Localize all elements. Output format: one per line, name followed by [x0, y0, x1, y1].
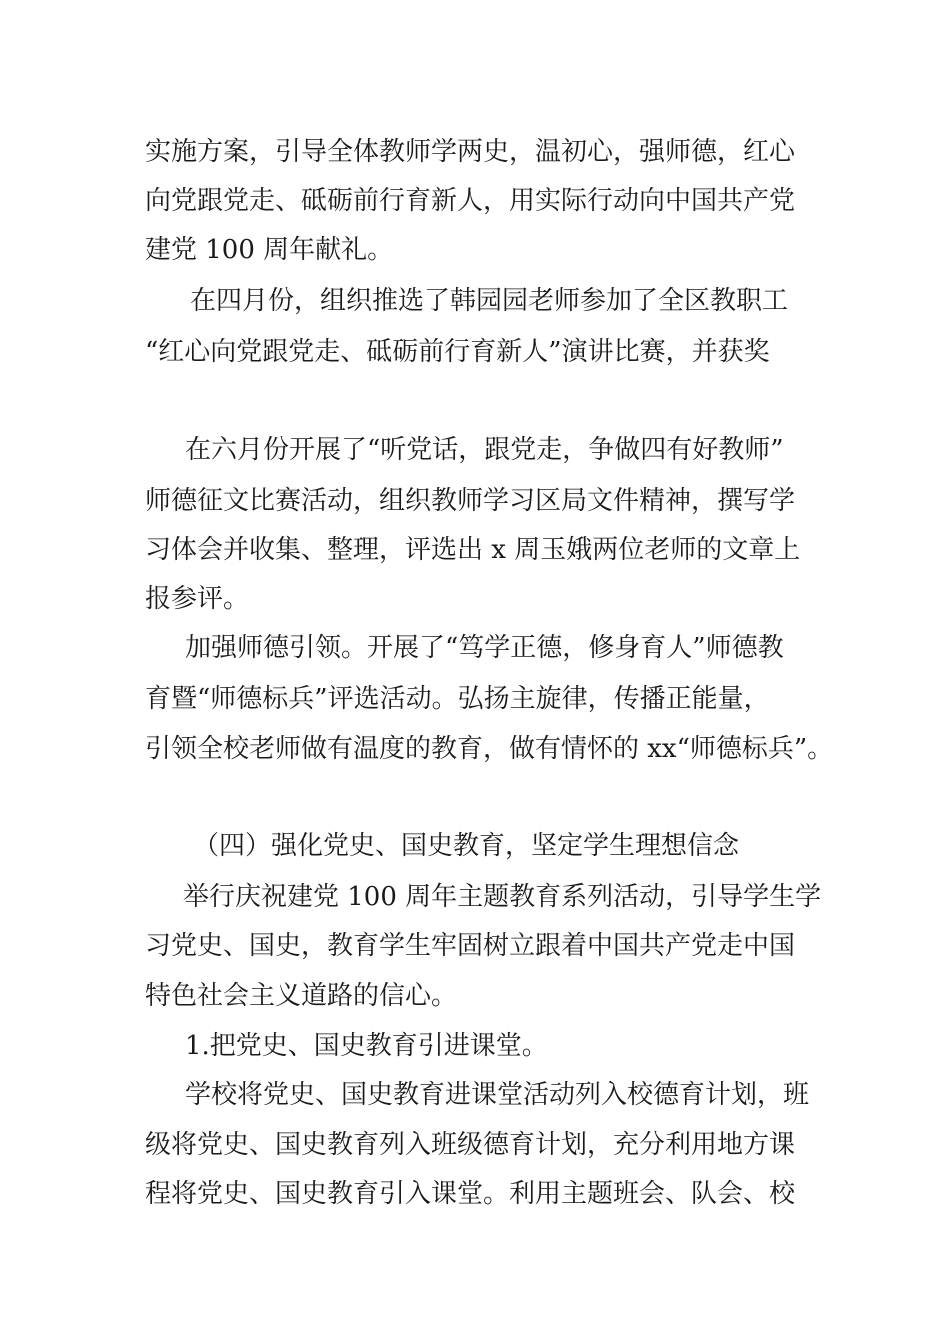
text-line: 在四月份，组织推选了韩园园老师参加了全区教职工 — [190, 286, 789, 316]
text-line: 学校将党史、国史教育进课堂活动列入校德育计划，班 — [185, 1080, 810, 1110]
list-item-heading: 1.把党史、国史教育引进课堂。 — [185, 1031, 548, 1061]
text-line: 向党跟党走、砥砺前行育新人，用实际行动向中国共产党 — [145, 186, 796, 216]
text-line: 建党 100 周年献礼。 — [145, 235, 394, 265]
text-line: 举行庆祝建党 100 周年主题教育系列活动，引导学生学 — [183, 882, 822, 912]
text-line: 实施方案，引导全体教师学两史，温初心，强师德，红心 — [145, 137, 796, 167]
text-line: 报参评。 — [145, 584, 250, 614]
text-line: 引领全校老师做有温度的教育，做有情怀的 xx“师德标兵”。 — [145, 734, 834, 764]
text-line: 加强师德引领。开展了“笃学正德，修身育人”师德教 — [185, 633, 784, 663]
text-line: 育暨“师德标兵”评选活动。弘扬主旋律，传播正能量， — [145, 684, 770, 714]
text-line: 习党史、国史，教育学生牢固树立跟着中国共产党走中国 — [145, 931, 796, 961]
text-line: 级将党史、国史教育列入班级德育计划，充分利用地方课 — [145, 1130, 796, 1160]
text-line: “红心向党跟党走、砥砺前行育新人”演讲比赛，并获奖 — [145, 337, 770, 367]
text-line: 师德征文比赛活动，组织教师学习区局文件精神，撰写学 — [145, 486, 796, 516]
text-line: 习体会并收集、整理，评选出 x 周玉娥两位老师的文章上 — [145, 535, 801, 565]
text-line: 特色社会主义道路的信心。 — [145, 981, 458, 1011]
text-line: 在六月份开展了“听党话，跟党走，争做四有好教师” — [185, 435, 784, 465]
section-heading: （四）强化党史、国史教育，坚定学生理想信念 — [193, 831, 740, 861]
text-line: 程将党史、国史教育引入课堂。利用主题班会、队会、校 — [145, 1179, 796, 1209]
